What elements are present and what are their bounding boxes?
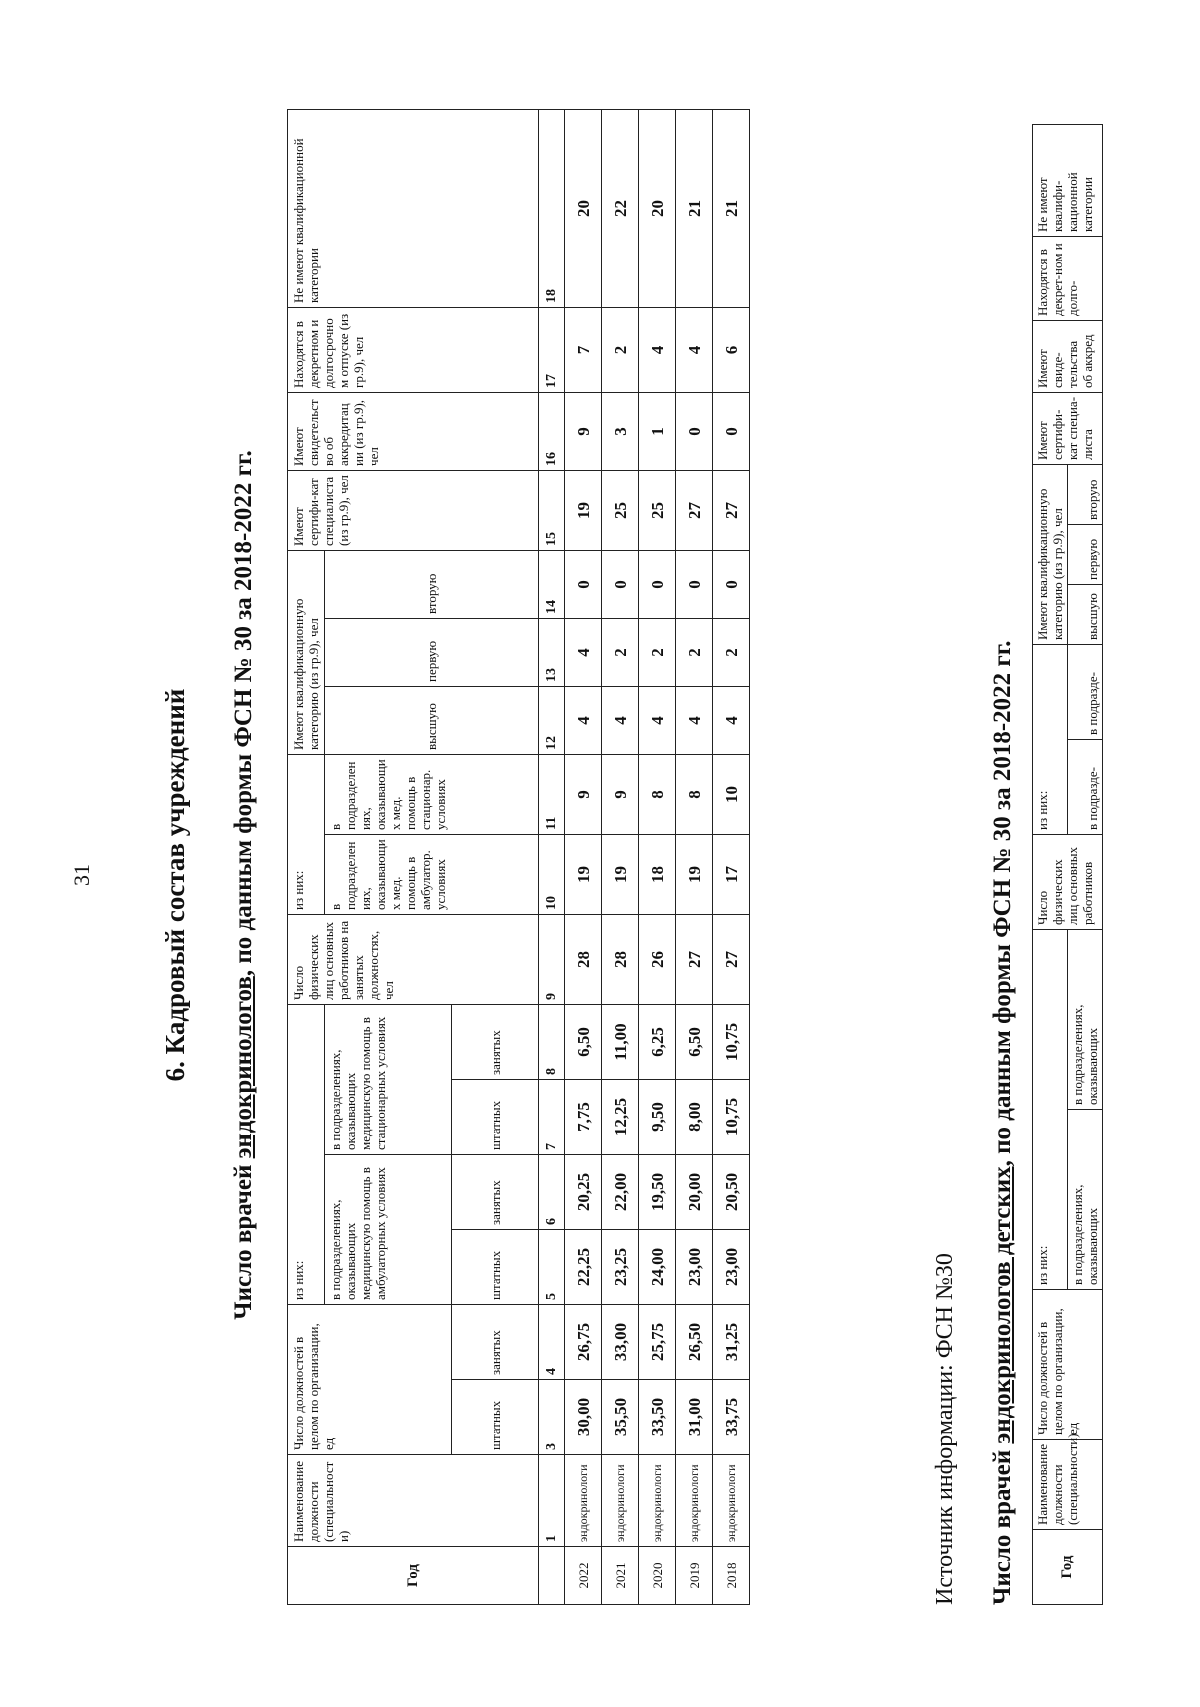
cell: 35,50 [602,1380,639,1455]
column-number: 6 [539,1154,565,1229]
t2-header-certificate: Имеют сертифи-кат специа-листа [1033,392,1103,464]
cell: 4 [602,686,639,754]
header-occupied-ambulatory: занятых [452,1154,539,1229]
column-number: 7 [539,1079,565,1154]
column-number: 12 [539,686,565,754]
cell: 0 [639,550,676,618]
cell: 30,00 [565,1380,602,1455]
cell: 21 [676,109,713,307]
cell: 20 [565,109,602,307]
cell: 26,75 [565,1304,602,1379]
cell: 9 [565,754,602,834]
header-staff-ambulatory: штатных [452,1229,539,1304]
column-number: 15 [539,470,565,550]
cell: 0 [602,550,639,618]
column-number: 4 [539,1304,565,1379]
cell: 6,50 [565,1004,602,1079]
cell: 26,50 [676,1304,713,1379]
cell: 2 [676,618,713,686]
cell: 8,00 [676,1079,713,1154]
cell-name: эндокринологи [602,1455,639,1547]
cell: 4 [565,618,602,686]
cell: 19 [676,834,713,914]
cell: 27 [713,914,750,1004]
cell: 22,00 [602,1154,639,1229]
cell: 2 [602,307,639,392]
column-numbers-row [539,109,565,1604]
cell: 28 [602,914,639,1004]
header-position-name: Наименование должности (специальности) [288,1455,539,1547]
table2-title-suffix: , по данным формы ФСН № 30 за 2018-2022 гг. [989,640,1016,1167]
cell: 19 [565,470,602,550]
cell: 3 [602,392,639,470]
cell: 24,00 [639,1229,676,1304]
cell-name: эндокринологи [713,1455,750,1547]
header-staff-total: штатных [452,1380,539,1455]
cell: 2 [639,618,676,686]
t2-header-year: Год [1033,1530,1103,1605]
header-first: первую [325,618,539,686]
cell: 31,00 [676,1380,713,1455]
column-number: 1 [539,1455,565,1547]
cell: 19,50 [639,1154,676,1229]
t2-header-phys-ambulatory: в подразде- [1068,740,1103,835]
source-note: Источник информации: ФСН №30 [932,1253,958,1605]
t2-header-maternity: Находятся в декрет-ном и долго- [1033,236,1103,320]
table-title-underlined: эндокринологов [230,976,257,1159]
cell: 27 [713,470,750,550]
t2-header-first: первую [1068,525,1103,585]
table-row [565,109,602,1604]
cell: 7,75 [565,1079,602,1154]
cell: 10,75 [713,1004,750,1079]
table-title-suffix: , по данным формы ФСН № 30 за 2018-2022 гг. [230,450,257,977]
cell: 25 [639,470,676,550]
header-ambulatory: в подразделениях, оказывающих медицинскую помощь в амбулаторных условиях [325,1154,452,1304]
cell: 20,25 [565,1154,602,1229]
t2-header-position-name: Наименование должности (специальности) [1033,1440,1103,1530]
rotated-page-content [112,65,1172,1705]
t2-header-second: вторую [1068,464,1103,524]
cell: 2 [602,618,639,686]
header-of-them: из них: [288,1004,325,1304]
cell: 4 [639,686,676,754]
cell: 4 [565,686,602,754]
cell: 20 [639,109,676,307]
table2-title [989,25,1017,1605]
header-occupied-total: занятых [452,1304,539,1379]
cell: 23,00 [713,1229,750,1304]
cell: 4 [676,686,713,754]
cell: 11,00 [602,1004,639,1079]
t2-header-highest: высшую [1068,585,1103,645]
table2-title-underlined: эндокринологов детских [989,1166,1016,1444]
cell: 33,00 [602,1304,639,1379]
cell: 28 [565,914,602,1004]
cell: 26 [639,914,676,1004]
t2-header-positions-total: Число должностей в целом по организации, ед [1033,1290,1103,1440]
t2-header-of-them: из них: [1033,930,1068,1290]
cell-year: 2022 [565,1547,602,1605]
cell: 6,25 [639,1004,676,1079]
cell: 0 [676,550,713,618]
cell: 9 [565,392,602,470]
cell-name: эндокринологи [565,1455,602,1547]
table2-title-prefix: Число врачей [989,1443,1016,1605]
cell: 25 [602,470,639,550]
column-number: 17 [539,307,565,392]
cell: 19 [602,834,639,914]
column-number: 13 [539,618,565,686]
cell: 1 [639,392,676,470]
column-number: 10 [539,834,565,914]
column-number-empty [539,1547,565,1605]
cell: 4 [676,307,713,392]
cell: 31,25 [713,1304,750,1379]
cell-name: эндокринологи [676,1455,713,1547]
table-title [230,65,258,1705]
cell: 25,75 [639,1304,676,1379]
header-positions-total: Число должностей в целом по организации, ед [288,1304,452,1454]
header-certificate: Имеют сертифи-кат специалиста (из гр.9), чел [288,470,539,550]
header-phys-ambulatory: в подразделениях, оказывающих мед. помощь в амбулатор. условиях [325,834,539,914]
column-number: 14 [539,550,565,618]
column-number: 9 [539,914,565,1004]
table-title-prefix: Число врачей [230,1158,257,1320]
header-year: Год [288,1547,539,1605]
cell: 6,50 [676,1004,713,1079]
table-row [713,109,750,1604]
cell-year: 2020 [639,1547,676,1605]
column-number: 16 [539,392,565,470]
cell: 21 [713,109,750,307]
cell: 0 [713,550,750,618]
t2-header-physical-persons: Число физических лиц основных работников [1033,835,1103,930]
t2-header-of-them-2: из них: [1033,645,1068,835]
t2-header-ambulatory: в подразделениях, оказывающих [1068,1110,1103,1290]
section-title: 6. Кадровый состав учреждений [160,688,190,1082]
cell-year: 2021 [602,1547,639,1605]
pediatric-endocrinologists-table [1032,124,1103,1605]
cell: 10 [713,754,750,834]
cell-year: 2018 [713,1547,750,1605]
header-highest: высшую [325,686,539,754]
header-maternity: Находятся в декретном и долгосрочном отпуске (из гр.9), чел [288,307,539,392]
cell: 22,25 [565,1229,602,1304]
cell: 0 [676,392,713,470]
cell-year: 2019 [676,1547,713,1605]
cell: 2 [713,618,750,686]
cell: 10,75 [713,1079,750,1154]
cell: 0 [713,392,750,470]
column-number: 5 [539,1229,565,1304]
cell: 27 [676,914,713,1004]
cell: 23,00 [676,1229,713,1304]
column-number: 18 [539,109,565,307]
cell: 27 [676,470,713,550]
cell: 20,50 [713,1154,750,1229]
t2-header-inpatient: в подразделениях, оказывающих [1068,930,1103,1110]
cell: 23,25 [602,1229,639,1304]
column-number: 3 [539,1380,565,1455]
endocrinologists-table [287,109,750,1605]
cell: 8 [639,754,676,834]
header-physical-persons: Число физических лиц основных работников на занятых должностях, чел [288,914,539,1004]
header-qualification: Имеют квалификационную категорию (из гр.9), чел [288,550,325,754]
t2-header-accreditation: Имеют свиде-тельства об аккред [1033,320,1103,392]
cell: 4 [639,307,676,392]
header-inpatient: в подразделениях, оказывающих медицинскую помощь в стационарных условиях [325,1004,452,1154]
column-number: 11 [539,754,565,834]
cell: 9,50 [639,1079,676,1154]
cell: 17 [713,834,750,914]
cell: 0 [565,550,602,618]
cell: 33,75 [713,1380,750,1455]
column-number: 8 [539,1004,565,1079]
header-second: вторую [325,550,539,618]
table-row [602,109,639,1604]
t2-header-qualification: Имеют квалификационную категорию (из гр.9), чел [1033,464,1068,644]
table-row [676,109,713,1604]
header-occupied-inpatient: занятых [452,1004,539,1079]
cell: 12,25 [602,1079,639,1154]
cell: 4 [713,686,750,754]
cell: 19 [565,834,602,914]
header-phys-inpatient: в подразделениях, оказывающих мед. помощь в стационар. условиях [325,754,539,834]
header-no-category: Не имеют квалификационной категории [288,109,539,307]
cell: 6 [713,307,750,392]
cell: 9 [602,754,639,834]
cell: 18 [639,834,676,914]
t2-header-no-category: Не имеют квалифи-кационной категории [1033,124,1103,236]
cell: 7 [565,307,602,392]
page-number: 31 [69,864,94,886]
cell: 33,50 [639,1380,676,1455]
cell: 8 [676,754,713,834]
cell: 22 [602,109,639,307]
t2-header-phys-inpatient: в подразде- [1068,645,1103,740]
header-accreditation: Имеют свидетельство об аккредитации (из гр.9), чел [288,392,539,470]
cell-name: эндокринологи [639,1455,676,1547]
header-of-them-2: из них: [288,754,325,914]
cell: 20,00 [676,1154,713,1229]
header-staff-inpatient: штатных [452,1079,539,1154]
table-row [639,109,676,1604]
